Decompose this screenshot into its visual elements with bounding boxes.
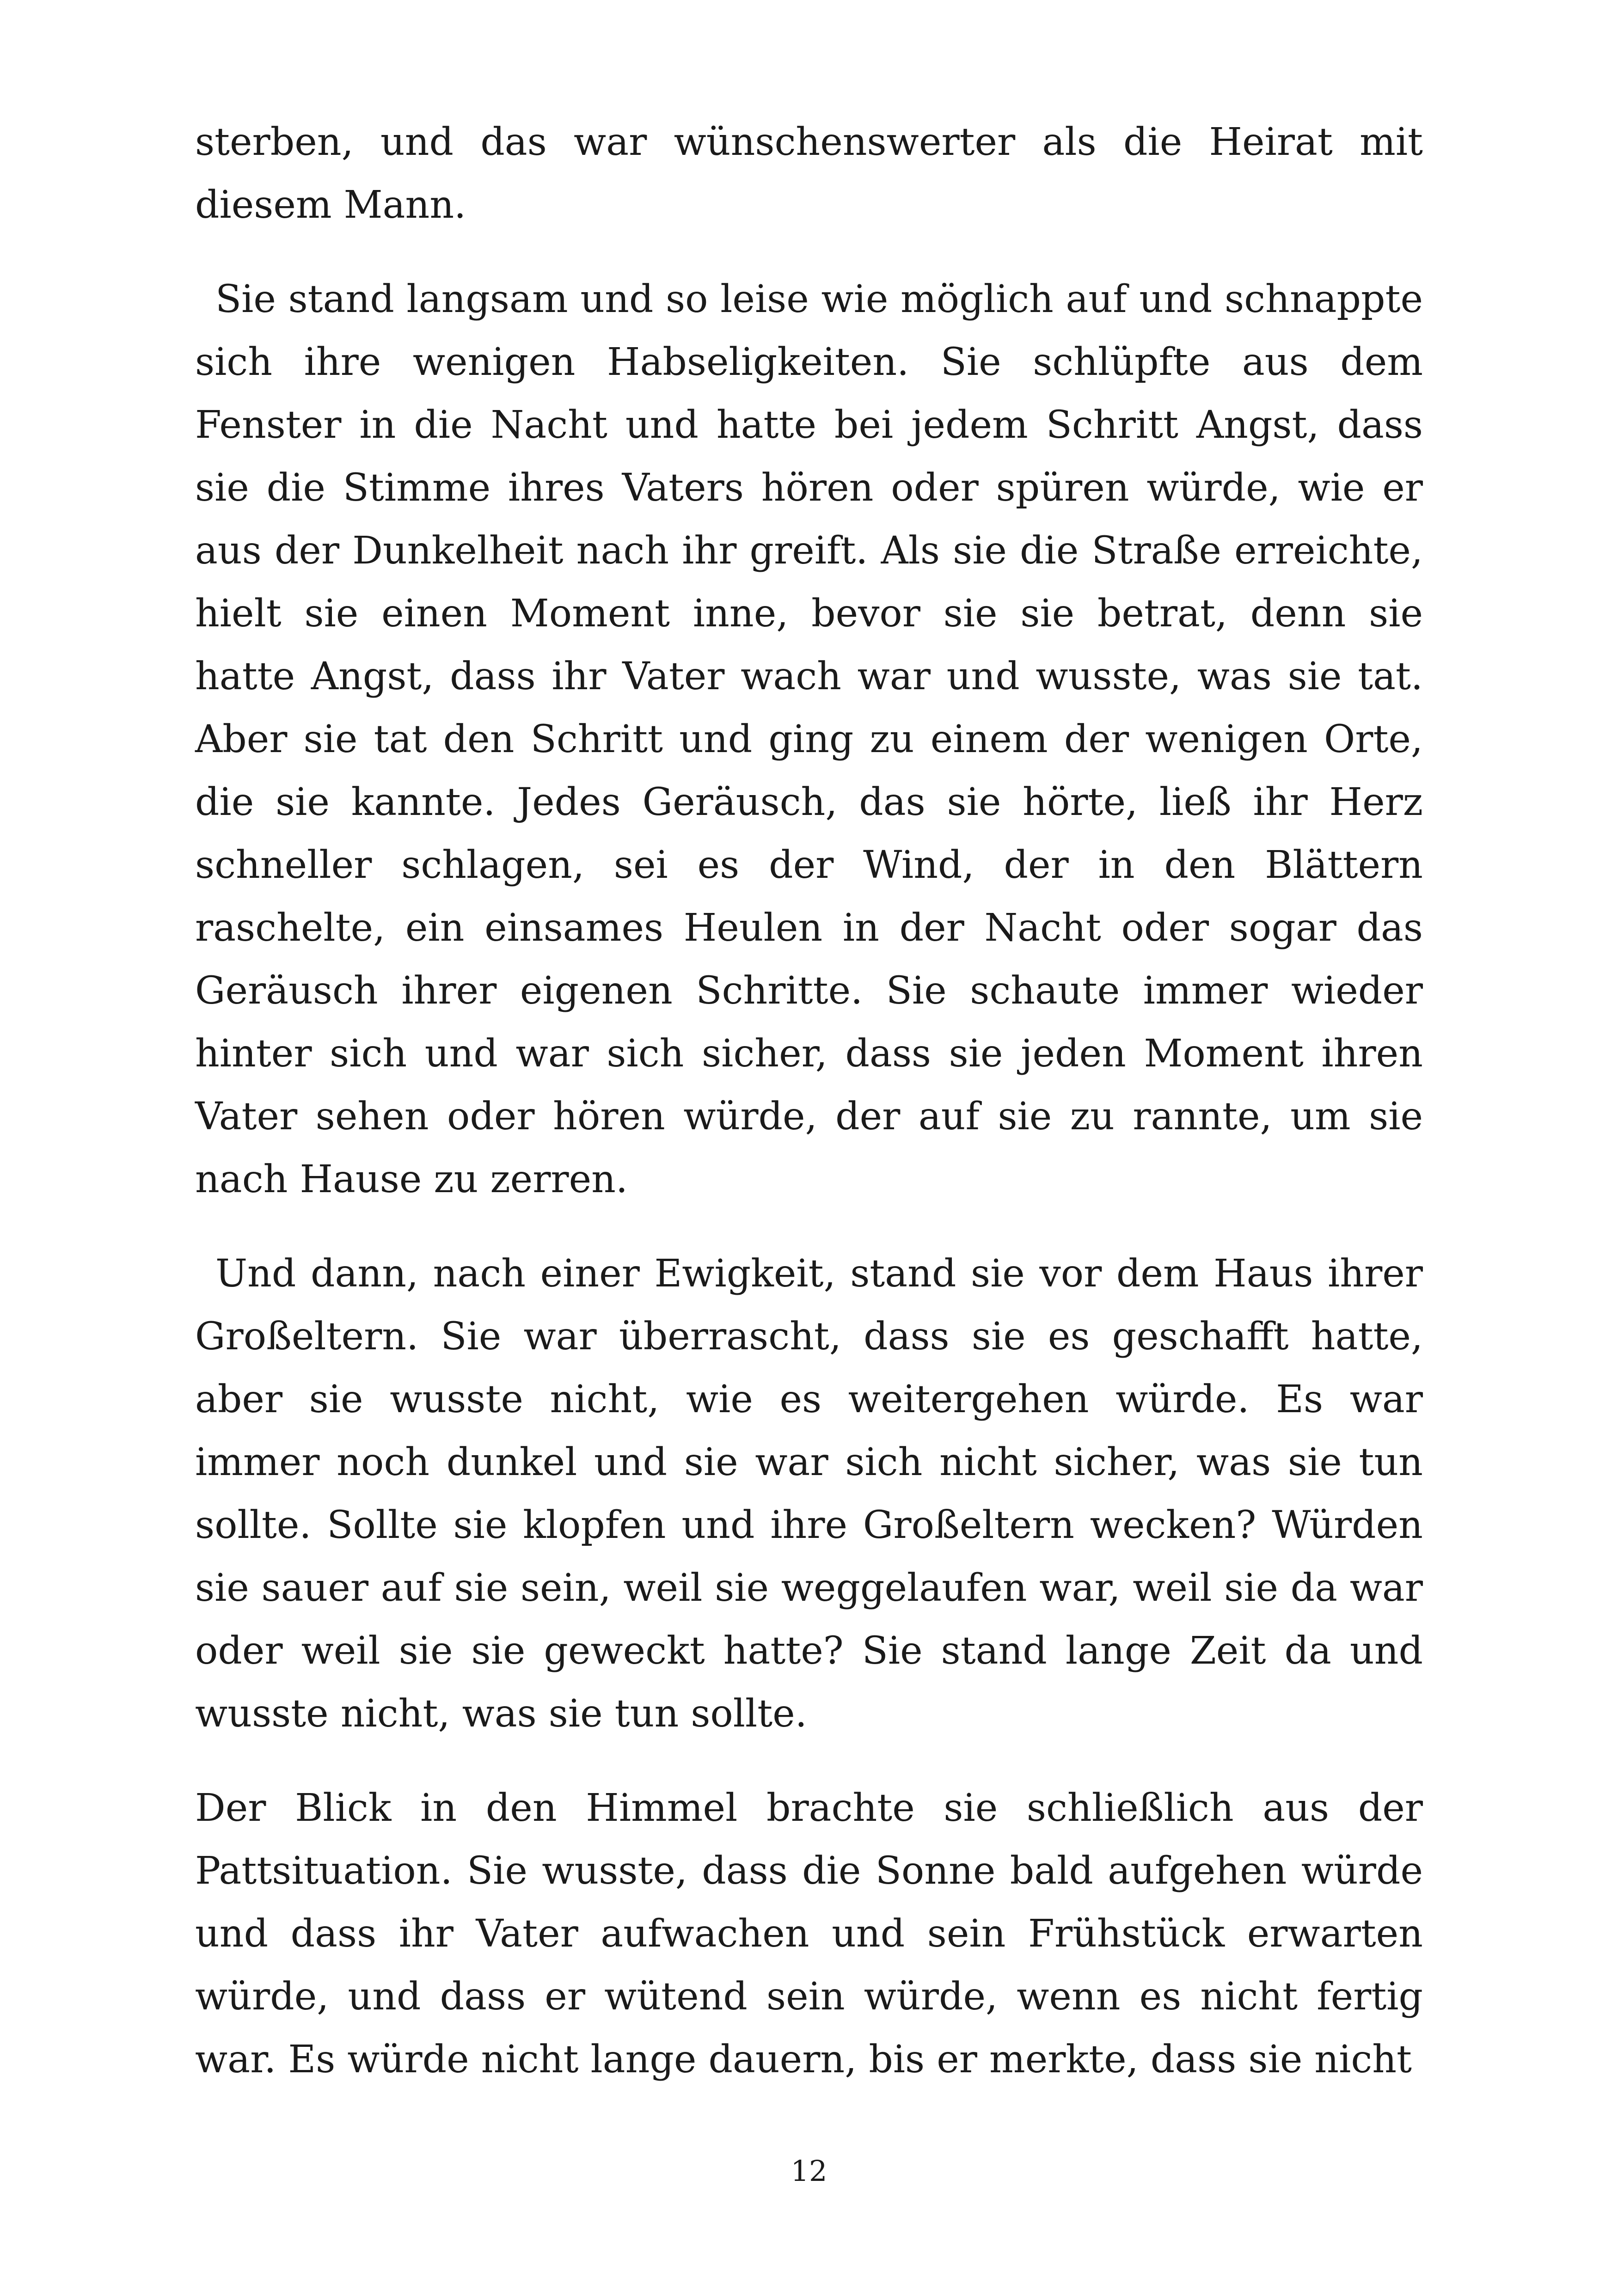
body-text xyxy=(195,111,1423,2123)
paragraph-3: Und dann, nach einer Ewigkeit, stand sie vor dem Haus ihrer Großeltern. Sie war überrascht, dass sie es geschafft hatte, aber sie wusste nicht, wie es weitergehen würde. Es war immer noch dunkel und sie war sich nicht sicher, was sie tun sollte. Sollte sie klopfen und ihre Großeltern wecken? Würden sie sauer auf sie sein, weil sie weggelaufen war, weil sie da war oder weil sie sie geweckt hatte? Sie stand lange Zeit da und wusste nicht, was sie tun sollte. xyxy=(195,1252,1423,1736)
paragraph-4: Der Blick in den Himmel brachte sie schließlich aus der Pattsituation. Sie wusste, dass die Sonne bald aufgehen würde und dass ihr Vater aufwachen und sein Frühstück erwarten würde, und dass er wütend sein würde, wenn es nicht fertig war. Es würde nicht lange dauern, bis er merkte, dass sie nicht xyxy=(195,1786,1423,2082)
paragraph-2: Sie stand langsam und so leise wie möglich auf und schnappte sich ihre wenigen Habseligkeiten. Sie schlüpfte aus dem Fenster in die Nacht und hatte bei jedem Schritt Angst, dass sie die Stimme ihres Vaters hören oder spüren würde, wie er aus der Dunkelheit nach ihr greift. Als sie die Straße erreichte, hielt sie einen Moment inne, bevor sie sie betrat, denn sie hatte Angst, dass ihr Vater wach war und wusste, was sie tat. Aber sie tat den Schritt und ging zu einem der wenigen Orte, die sie kannte. Jedes Geräusch, das sie hörte, ließ ihr Herz schneller schlagen, sei es der Wind, der in den Blättern raschelte, ein einsames Heulen in der Nacht oder sogar das Geräusch ihrer eigenen Schritte. Sie schaute immer wieder hinter sich und war sich sicher, dass sie jeden Moment ihren Vater sehen oder hören würde, der auf sie zu rannte, um sie nach Hause zu zerren. xyxy=(195,277,1423,1201)
page-number: 12 xyxy=(791,2154,827,2188)
paragraph-1: sterben, und das war wünschenswerter als die Heirat mit diesem Mann. xyxy=(195,120,1423,227)
